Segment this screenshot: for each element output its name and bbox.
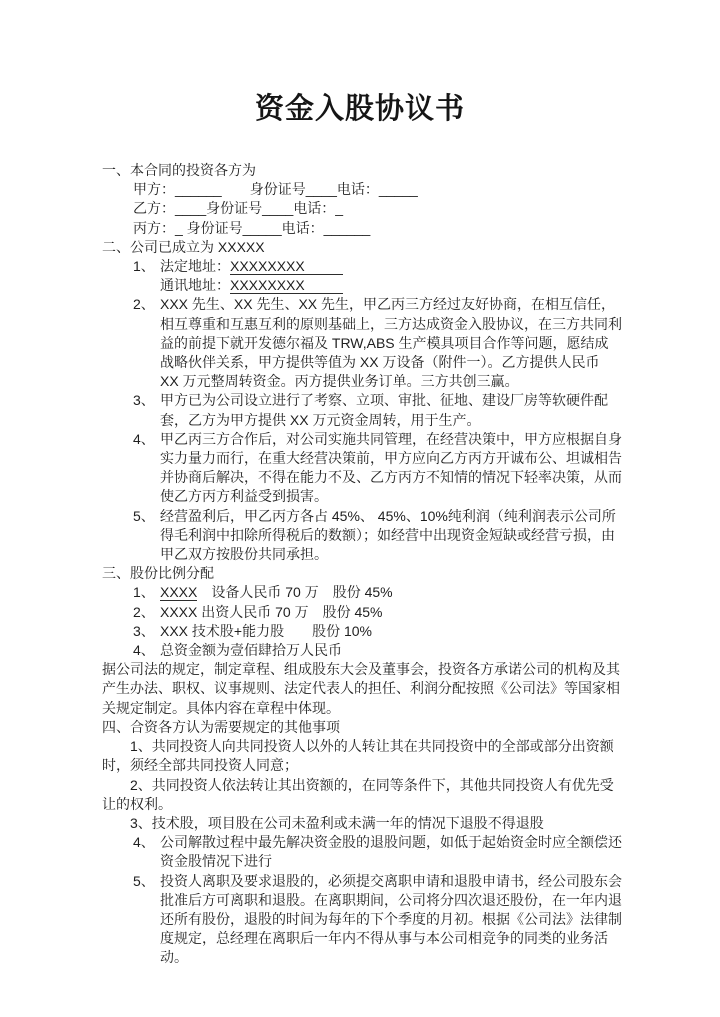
item-number: 3、 — [133, 622, 155, 639]
item-number: 4、 — [133, 642, 155, 659]
party-b-line: 乙方：____身份证号____电话：_ — [133, 200, 344, 217]
item-text: 设备人民币 70 万 股份 45% — [197, 584, 393, 601]
legal-address-value: XXXXXXXX — [230, 258, 343, 275]
document-title: 资金入股协议书 — [254, 93, 465, 125]
item-number: 4、 — [133, 834, 155, 851]
section-two-heading: 二、公司已成立为 XXXXX — [102, 238, 265, 255]
share-item-3 — [102, 622, 622, 641]
item-text: 经营盈利后，甲乙丙方各占 45%、 45%、10%纯利润（纯利润表示公司所得毛利润中扣除所得税后的数额）；如经营中出现资金短缺或经营亏损，由甲乙双方按股份共同承担。 — [160, 507, 616, 563]
section-two-item-4 — [102, 430, 622, 507]
section-one-heading: 一、本合同的投资各方为 — [102, 162, 256, 178]
item-number: 5、 — [133, 507, 155, 524]
mailing-address-line — [102, 276, 622, 295]
item-number: 3、 — [133, 392, 155, 409]
mailing-address-value: XXXXXXXX — [230, 277, 343, 294]
other-item-2: 2、共同投资人依法转让其出资额的，在同等条件下，其他共同投资人有优先受让的权利。 — [102, 776, 614, 812]
party-c-line: 丙方：_ 身份证号_____电话：______ — [133, 219, 371, 236]
share-item-4 — [102, 641, 622, 660]
item-text: 总资金额为壹佰肆拾万人民币 — [160, 642, 342, 659]
item-number: 2、 — [133, 296, 155, 313]
item-text: XXX 先生、XX 先生、XX 先生，甲乙丙三方经过友好协商，在相互信任，相互尊重和互惠互利的原则基础上，三方达成资金入股协议，在三方共同利益的前提下就开发德尔福及 TRW,ABS 生产模具项目合作等问题，愿结成战略伙伴关系，甲方提供等值为 XX 万设备（附件一）。乙方提供人民币 XX 万元整周转资金。丙方提供业务订单。三方共创三赢。 — [160, 296, 622, 390]
item-text: 公司解散过程中最先解决资金股的退股问题，如低于起始资金时应全额偿还资金股情况下进行 — [160, 834, 622, 870]
other-item-4 — [102, 833, 622, 871]
share-item-1 — [102, 583, 622, 602]
section-four-heading: 四、合资各方认为需要规定的其他事项 — [102, 718, 340, 735]
share-holder-placeholder: XXXX — [160, 584, 198, 601]
mailing-address-label: 通讯地址： — [160, 277, 230, 294]
share-item-2 — [102, 603, 622, 622]
legal-address-line — [102, 257, 622, 276]
item-number: 2、 — [133, 603, 155, 620]
item-text: XXX 技术股+能力股 股份 10% — [160, 622, 372, 639]
item-number: 5、 — [133, 872, 155, 889]
document-body — [102, 161, 622, 968]
company-law-paragraph: 据公司法的规定，制定章程、组成股东大会及董事会，投资各方承诺公司的机构及其产生办法、职权、议事规则、法定代表人的担任、利润分配按照《公司法》等国家相关规定制定。具体内容在章程中体现。 — [102, 661, 620, 716]
other-item-5 — [102, 872, 622, 968]
item-number: 1、 — [133, 258, 155, 275]
section-three-heading: 三、股份比例分配 — [102, 565, 214, 582]
party-a-line: 甲方：______ 身份证号____电话：_____ — [133, 181, 418, 198]
other-item-3: 3、技术股，项目股在公司未盈利或未满一年的情况下退股不得退股 — [130, 814, 544, 831]
section-two-item-3 — [102, 391, 622, 429]
section-two-item-2 — [102, 295, 622, 391]
item-text: 甲方已为公司设立进行了考察、立项、审批、征地、建设厂房等软硬件配套，乙方为甲方提供 XX 万元资金周转，用于生产。 — [160, 392, 608, 428]
item-number-blank — [133, 276, 160, 295]
item-number: 4、 — [133, 430, 155, 447]
item-text: 投资人离职及要求退股的，必须提交离职申请和退股申请书，经公司股东会批准后方可离职和退股。在离职期间，公司将分四次退还股份，在一年内退还所有股份，退股的时间为每年的下个季度的月初。根据《公司法》法律制度规定，总经理在离职后一年内不得从事与本公司相竞争的同类的业务活动。 — [160, 872, 622, 966]
item-text: XXXX 出资人民币 70 万 股份 45% — [160, 603, 383, 620]
item-text: 甲乙丙三方合作后，对公司实施共同管理，在经营决策中，甲方应根据自身实力量力而行，在重大经营决策前，甲方应向乙方丙方开诚布公、坦诚相告并协商后解决，不得在能力不及、乙方丙方不知情的情况下轻率决策，从而使乙方丙方利益受到损害。 — [160, 430, 622, 505]
item-number: 1、 — [133, 584, 155, 601]
section-two-item-5 — [102, 507, 622, 565]
other-item-1: 1、共同投资人向共同投资人以外的人转让其在共同投资中的全部或部分出资额时，须经全部共同投资人同意； — [102, 738, 614, 774]
legal-address-label: 法定地址： — [160, 258, 230, 275]
